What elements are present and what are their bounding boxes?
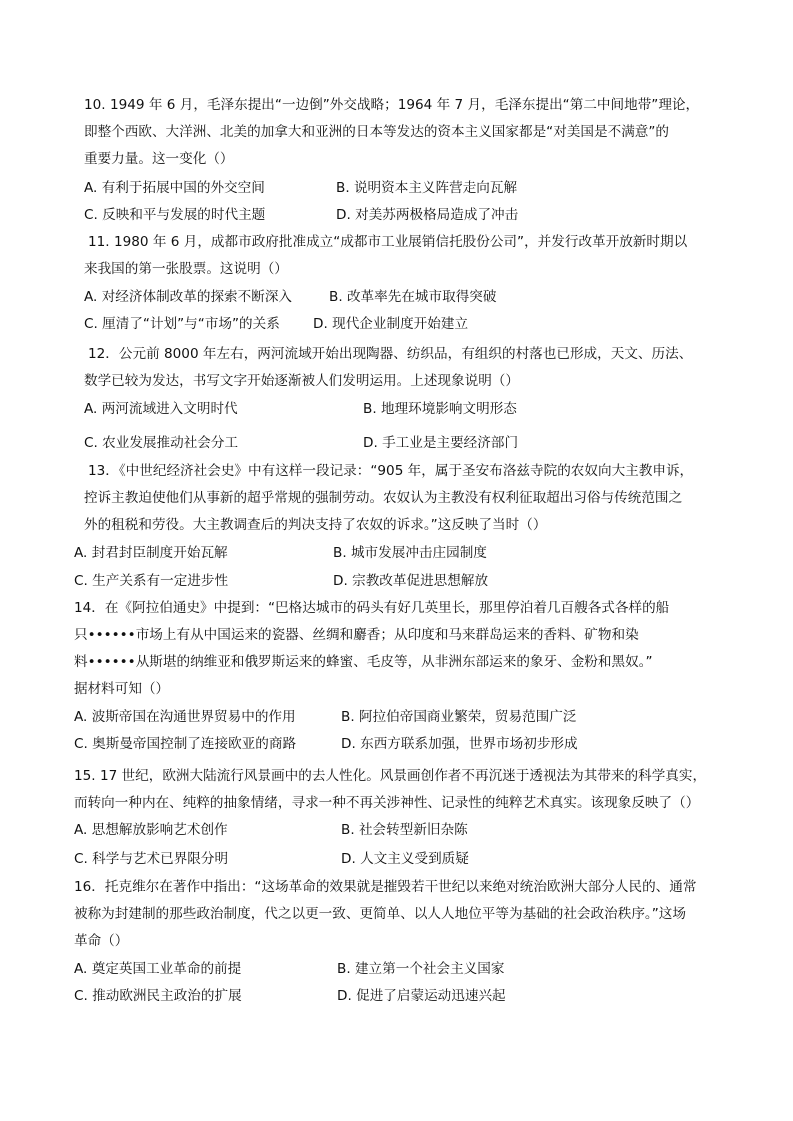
question-15-option-b: B. 社会转型新旧杂陈 xyxy=(341,822,468,838)
question-16-option-c: C. 推动欧洲民主政治的扩展 xyxy=(74,988,242,1004)
question-14-option-c: C. 奥斯曼帝国控制了连接欧亚的商路 xyxy=(74,736,297,752)
question-14-line-1: 14．在《阿拉伯通史》中提到：“巴格达城市的码头有好几英里长，那里停泊着几百艘各式各样的船 xyxy=(74,600,670,616)
question-15-line-1: 15. 17 世纪，欧洲大陆流行风景画中的去人性化。风景画创作者不再沉迷于透视法为其带来的科学真实， xyxy=(74,768,707,784)
question-16-line-1: 16．托克维尔在著作中指出：“这场革命的效果就是摧毁若干世纪以来绝对统治欧洲大部分人民的、通常 xyxy=(74,879,697,895)
question-16-line-3: 革命（） xyxy=(74,933,129,949)
question-12-line-1: 12．公元前 8000 年左右，两河流域开始出现陶器、纺织品，有组织的村落也已形成，天文、历法、 xyxy=(88,346,693,362)
question-14-option-a: A. 波斯帝国在沟通世界贸易中的作用 xyxy=(74,709,296,725)
question-16-option-d: D. 促进了启蒙运动迅速兴起 xyxy=(337,988,506,1004)
question-10-line-3: 重要力量。这一变化（） xyxy=(84,151,234,167)
question-10-line-2: 即整个西欧、大洋洲、北美的加拿大和亚洲的日本等发达的资本主义国家都是“对美国是不满意”的 xyxy=(84,124,670,140)
question-13-option-c: C. 生产关系有一定进步性 xyxy=(74,573,229,589)
question-13-line-2: 控诉主教迫使他们从事新的超乎常规的强制劳动。农奴认为主教没有权利征取超出习俗与传统范围之 xyxy=(84,490,683,506)
question-11-option-c: C. 厘清了“计划”与“市场”的关系 xyxy=(84,316,280,332)
question-15-option-a: A. 思想解放影响艺术创作 xyxy=(74,822,228,838)
question-10-option-b: B. 说明资本主义阵营走向瓦解 xyxy=(336,180,518,196)
question-13-option-d: D. 宗教改革促进思想解放 xyxy=(333,573,489,589)
question-11-line-1: 11. 1980 年 6 月，成都市政府批准成立“成都市工业展销信托股份公司”，并发行改革开放新时期以 xyxy=(88,234,688,250)
question-15-option-d: D. 人文主义受到质疑 xyxy=(341,851,469,867)
question-12-option-c: C. 农业发展推动社会分工 xyxy=(84,435,239,451)
question-14-option-b: B. 阿拉伯帝国商业繁荣，贸易范围广泛 xyxy=(341,709,577,725)
question-14-line-4: 据材料可知（） xyxy=(74,681,170,697)
question-12-option-b: B. 地理环境影响文明形态 xyxy=(363,401,517,417)
question-12-option-d: D. 手工业是主要经济部门 xyxy=(363,435,519,451)
question-16-option-b: B. 建立第一个社会主义国家 xyxy=(337,961,505,977)
question-13-line-3: 外的租税和劳役。大主教调查后的判决支持了农奴的诉求。”这反映了当时（） xyxy=(84,517,547,533)
question-12-line-2: 数学已较为发达，书写文字开始逐渐被人们发明运用。上述现象说明（） xyxy=(84,373,519,389)
question-10-line-1: 10. 1949 年 6 月，毛泽东提出“一边倒”外交战略；1964 年 7 月，毛泽东提出“第二中间地带”理论， xyxy=(84,97,700,113)
question-11-option-d: D. 现代企业制度开始建立 xyxy=(313,316,469,332)
question-13-option-b: B. 城市发展冲击庄园制度 xyxy=(333,545,487,561)
question-15-option-c: C. 科学与艺术已界限分明 xyxy=(74,851,229,867)
question-15-line-2: 而转向一种内在、纯粹的抽象情绪，寻求一种不再关涉神性、记录性的纯粹艺术真实。该现象反映了（） xyxy=(74,795,700,811)
question-11-option-b: B. 改革率先在城市取得突破 xyxy=(329,289,497,305)
question-12-option-a: A. 两河流域进入文明时代 xyxy=(84,401,238,417)
question-10-option-c: C. 反映和平与发展的时代主题 xyxy=(84,207,266,223)
question-14-line-2: 只••••••市场上有从中国运来的瓷器、丝绸和麝香；从印度和马来群岛运来的香料、矿物和染 xyxy=(74,627,639,643)
question-10-option-d: D. 对美苏两极格局造成了冲击 xyxy=(336,207,519,223)
question-10-option-a: A. 有利于拓展中国的外交空间 xyxy=(84,180,265,196)
question-16-option-a: A. 奠定英国工业革命的前提 xyxy=(74,961,242,977)
question-13-option-a: A. 封君封臣制度开始瓦解 xyxy=(74,545,228,561)
question-14-line-3: 料••••••从斯堪的纳维亚和俄罗斯运来的蜂蜜、毛皮等，从非洲东部运来的象牙、金粉和黑奴。” xyxy=(74,654,653,670)
question-14-option-d: D. 东西方联系加强，世界市场初步形成 xyxy=(341,736,578,752)
question-13-line-1: 13．《中世纪经济社会史》中有这样一段记录：“905 年，属于圣安布洛兹寺院的农奴向大主教申诉， xyxy=(88,463,694,479)
question-16-line-2: 被称为封建制的那些政治制度，代之以更一致、更简单、以人人地位平等为基础的社会政治秩序。”这场 xyxy=(74,906,686,922)
question-11-line-2: 来我国的第一张股票。这说明（） xyxy=(84,261,288,277)
question-11-option-a: A. 对经济体制改革的探索不断深入 xyxy=(84,289,293,305)
